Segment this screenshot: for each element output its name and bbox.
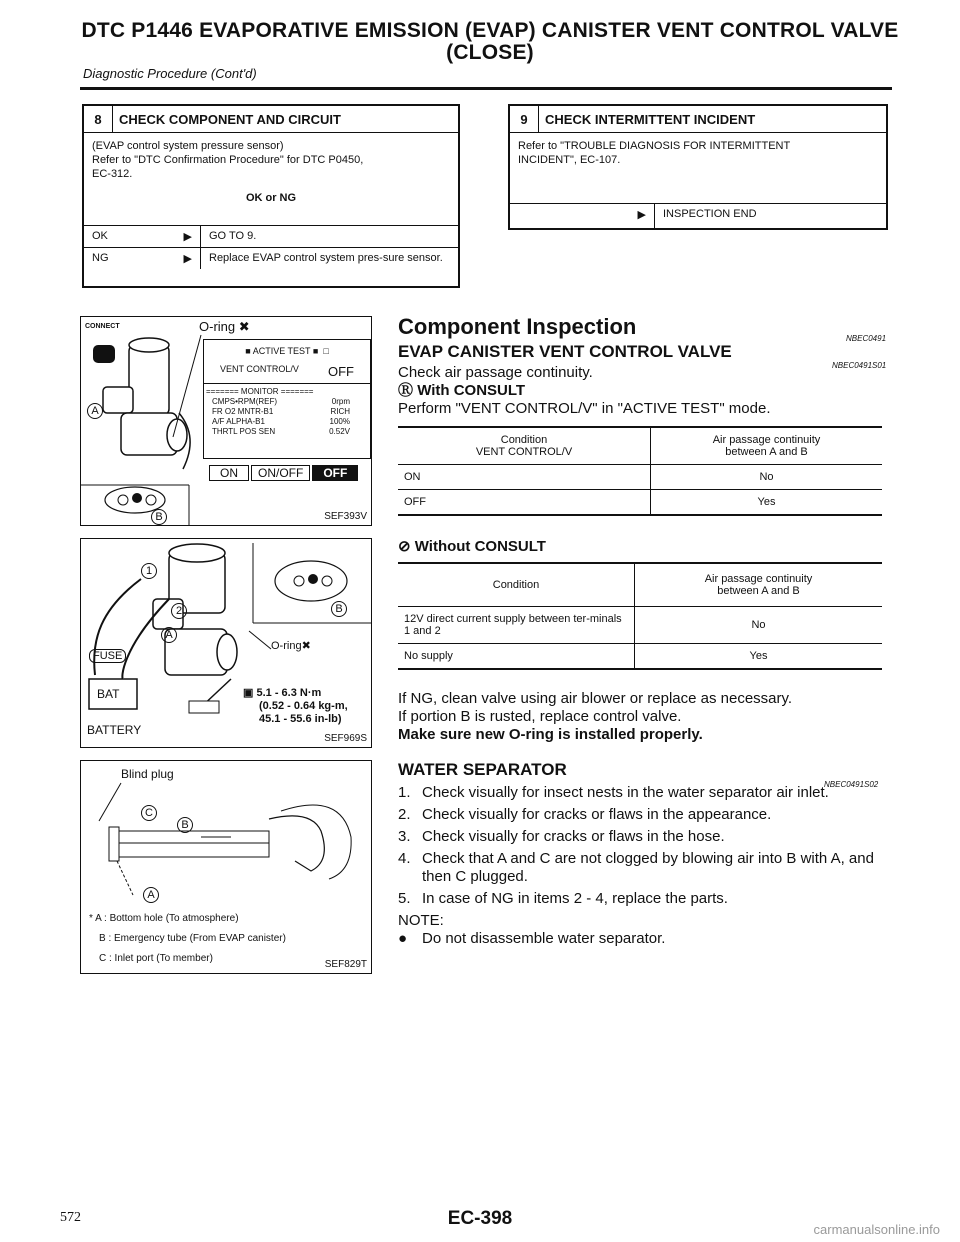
ref-code: NBEC0491 bbox=[846, 334, 887, 343]
perform-text: Perform "VENT CONTROL/V" in "ACTIVE TEST" mode. bbox=[398, 400, 771, 417]
step9-line1: Refer to "TROUBLE DIAGNOSIS FOR INTERMITTENT bbox=[518, 140, 791, 152]
fuse-label: FUSE bbox=[89, 649, 126, 663]
label-b: B bbox=[331, 601, 347, 617]
without-consult: ⊘ Without CONSULT bbox=[398, 538, 546, 555]
label-c: C bbox=[141, 805, 157, 821]
step9-number: 9 bbox=[510, 106, 539, 132]
ng-line3: Make sure new O-ring is installed properly. bbox=[398, 726, 703, 743]
table-row: OFF Yes bbox=[398, 490, 882, 516]
water-steps bbox=[398, 784, 888, 948]
torque-spec: ▣ 5.1 - 6.3 N·m (0.52 - 0.64 kg-m, 45.1 - 55.6 in-lb) bbox=[243, 687, 348, 725]
step8-number: 8 bbox=[84, 106, 113, 132]
active-test-title: ■ ACTIVE TEST ■ □ bbox=[245, 346, 329, 356]
step8-box bbox=[82, 104, 460, 288]
vent-value: OFF bbox=[328, 364, 354, 379]
step9-body bbox=[510, 133, 886, 203]
step8-ok-row bbox=[84, 225, 458, 247]
oring-label: O-ring✖ bbox=[271, 640, 311, 652]
component-heading: Component Inspection bbox=[398, 314, 637, 339]
check-text: Check air passage continuity. bbox=[398, 364, 593, 381]
header-rule bbox=[80, 87, 892, 90]
page-title: DTC P1446 EVAPORATIVE EMISSION (EVAP) CANISTER VENT CONTROL VALVE (CLOSE) bbox=[81, 19, 899, 64]
monitor-block: ======= MONITOR ======= CMPS•RPM(REF) 0rpm FR O2 MNTR-B1 RICH A/F ALPHA-B1 100% THRTL POS SEN 0.52V bbox=[204, 384, 370, 437]
step8-verdict: OK or NG bbox=[245, 192, 297, 204]
ok-label: OK bbox=[92, 230, 108, 242]
connect-label: CONNECT bbox=[85, 323, 120, 330]
step8-ng-row bbox=[84, 247, 458, 269]
consult-table bbox=[398, 426, 882, 516]
step9-action: INSPECTION END bbox=[654, 204, 886, 228]
vent-label: VENT CONTROL/V bbox=[220, 364, 299, 374]
direct-test-table bbox=[398, 562, 882, 670]
bullet-icon: ● bbox=[398, 930, 408, 947]
table-row: ON No bbox=[398, 465, 882, 490]
list-item: 1. Check visually for insect nests in the water separator air inlet. bbox=[398, 784, 829, 801]
figure-consult-test bbox=[80, 316, 372, 526]
step8-header bbox=[84, 106, 458, 133]
ng-line1: If NG, clean valve using air blower or replace as necessary. bbox=[398, 690, 793, 707]
label-b: B bbox=[151, 509, 167, 525]
label-a: A bbox=[87, 403, 103, 419]
table-header: Condition bbox=[398, 563, 635, 607]
step9-header bbox=[510, 106, 886, 133]
page-subtitle: Diagnostic Procedure (Cont'd) bbox=[83, 66, 257, 81]
note-bullet: ● Do not disassemble water separator. bbox=[398, 930, 666, 947]
checkbox-icon: □ bbox=[323, 346, 329, 356]
page-number: 572 bbox=[60, 1210, 81, 1225]
step8-line3: EC-312. bbox=[92, 168, 133, 180]
label-a: A bbox=[143, 887, 159, 903]
arrow-right-icon: ▶ bbox=[183, 253, 192, 265]
legend-c: C : Inlet port (To member) bbox=[99, 953, 213, 964]
figure-battery-test bbox=[80, 538, 372, 748]
battery-label: BATTERY bbox=[87, 723, 142, 737]
valve-heading: EVAP CANISTER VENT CONTROL VALVE bbox=[398, 342, 732, 361]
table-row: No supply Yes bbox=[398, 644, 882, 670]
list-item: 4. Check that A and C are not clogged by blowing air into B with A, and then C plugged. bbox=[398, 850, 874, 885]
legend-a: * A : Bottom hole (To atmosphere) bbox=[89, 913, 239, 924]
label-1: 1 bbox=[141, 563, 157, 579]
ng-label: NG bbox=[92, 252, 109, 264]
torque-icon: ▣ bbox=[243, 687, 254, 699]
blind-plug-label: Blind plug bbox=[121, 767, 174, 781]
vent-row bbox=[204, 356, 370, 384]
prohibited-icon: ✖ bbox=[301, 640, 311, 652]
ref-code: NBEC0491S01 bbox=[832, 361, 887, 370]
ok-action: GO TO 9. bbox=[200, 226, 458, 247]
step9-end-row bbox=[510, 203, 886, 228]
legend-b: B : Emergency tube (From EVAP canister) bbox=[99, 933, 286, 944]
step9-title: CHECK INTERMITTENT INCIDENT bbox=[545, 111, 756, 127]
step8-body bbox=[84, 133, 458, 225]
watermark: carmanualsonline.info bbox=[813, 1222, 940, 1237]
table-header: Air passage continuity between A and B bbox=[651, 427, 883, 465]
step9-line2: INCIDENT", EC-107. bbox=[518, 154, 621, 166]
step8-title: CHECK COMPONENT AND CIRCUIT bbox=[119, 111, 341, 127]
list-item: 5. In case of NG in items 2 - 4, replace the parts. bbox=[398, 890, 728, 907]
label-b: B bbox=[177, 817, 193, 833]
ng-action: Replace EVAP control system pres-sure sensor. bbox=[200, 248, 458, 269]
note-label: NOTE: bbox=[398, 912, 444, 929]
onoff-button: ON/OFF bbox=[251, 465, 310, 481]
table-header: Condition VENT CONTROL/V bbox=[398, 427, 651, 465]
bat-label: BAT bbox=[97, 687, 120, 701]
figure-code: SEF969S bbox=[324, 733, 367, 744]
with-consult: Ⓡ With CONSULT bbox=[398, 382, 526, 399]
table-row: 12V direct current supply between ter-minals 1 and 2 No bbox=[398, 607, 882, 644]
section-page: EC-398 bbox=[447, 1208, 513, 1229]
list-item: 2. Check visually for cracks or flaws in the appearance. bbox=[398, 806, 772, 823]
off-button: OFF bbox=[312, 465, 358, 481]
on-button: ON bbox=[209, 465, 249, 481]
no-consult-icon: ⊘ bbox=[398, 538, 411, 555]
arrow-right-icon: ▶ bbox=[637, 209, 646, 221]
water-heading: WATER SEPARATOR bbox=[398, 760, 567, 779]
ng-line2: If portion B is rusted, replace control valve. bbox=[398, 708, 682, 725]
step8-line1: (EVAP control system pressure sensor) bbox=[92, 140, 284, 152]
step9-box bbox=[508, 104, 888, 230]
list-item: 3. Check visually for cracks or flaws in the hose. bbox=[398, 828, 725, 845]
label-2: 2 bbox=[171, 603, 187, 619]
prohibited-icon: ✖ bbox=[238, 319, 250, 334]
consult-icon: Ⓡ bbox=[398, 382, 414, 399]
step8-line2: Refer to "DTC Confirmation Procedure" for DTC P0450, bbox=[92, 154, 364, 166]
arrow-right-icon: ▶ bbox=[183, 231, 192, 243]
consult-buttons bbox=[209, 465, 358, 481]
figure-legend bbox=[89, 909, 286, 969]
figure-code: SEF829T bbox=[324, 959, 367, 970]
ref-code: NBEC0491S02 bbox=[824, 780, 879, 789]
table-header: Air passage continuity between A and B bbox=[635, 563, 883, 607]
oring-label: O-ring ✖ bbox=[199, 319, 250, 334]
label-a: A bbox=[161, 627, 177, 643]
consult-screen bbox=[203, 339, 371, 459]
figure-water-separator bbox=[80, 760, 372, 974]
monitor-divider: ======= MONITOR ======= bbox=[206, 387, 314, 396]
figure-code: SEF393V bbox=[324, 511, 367, 522]
